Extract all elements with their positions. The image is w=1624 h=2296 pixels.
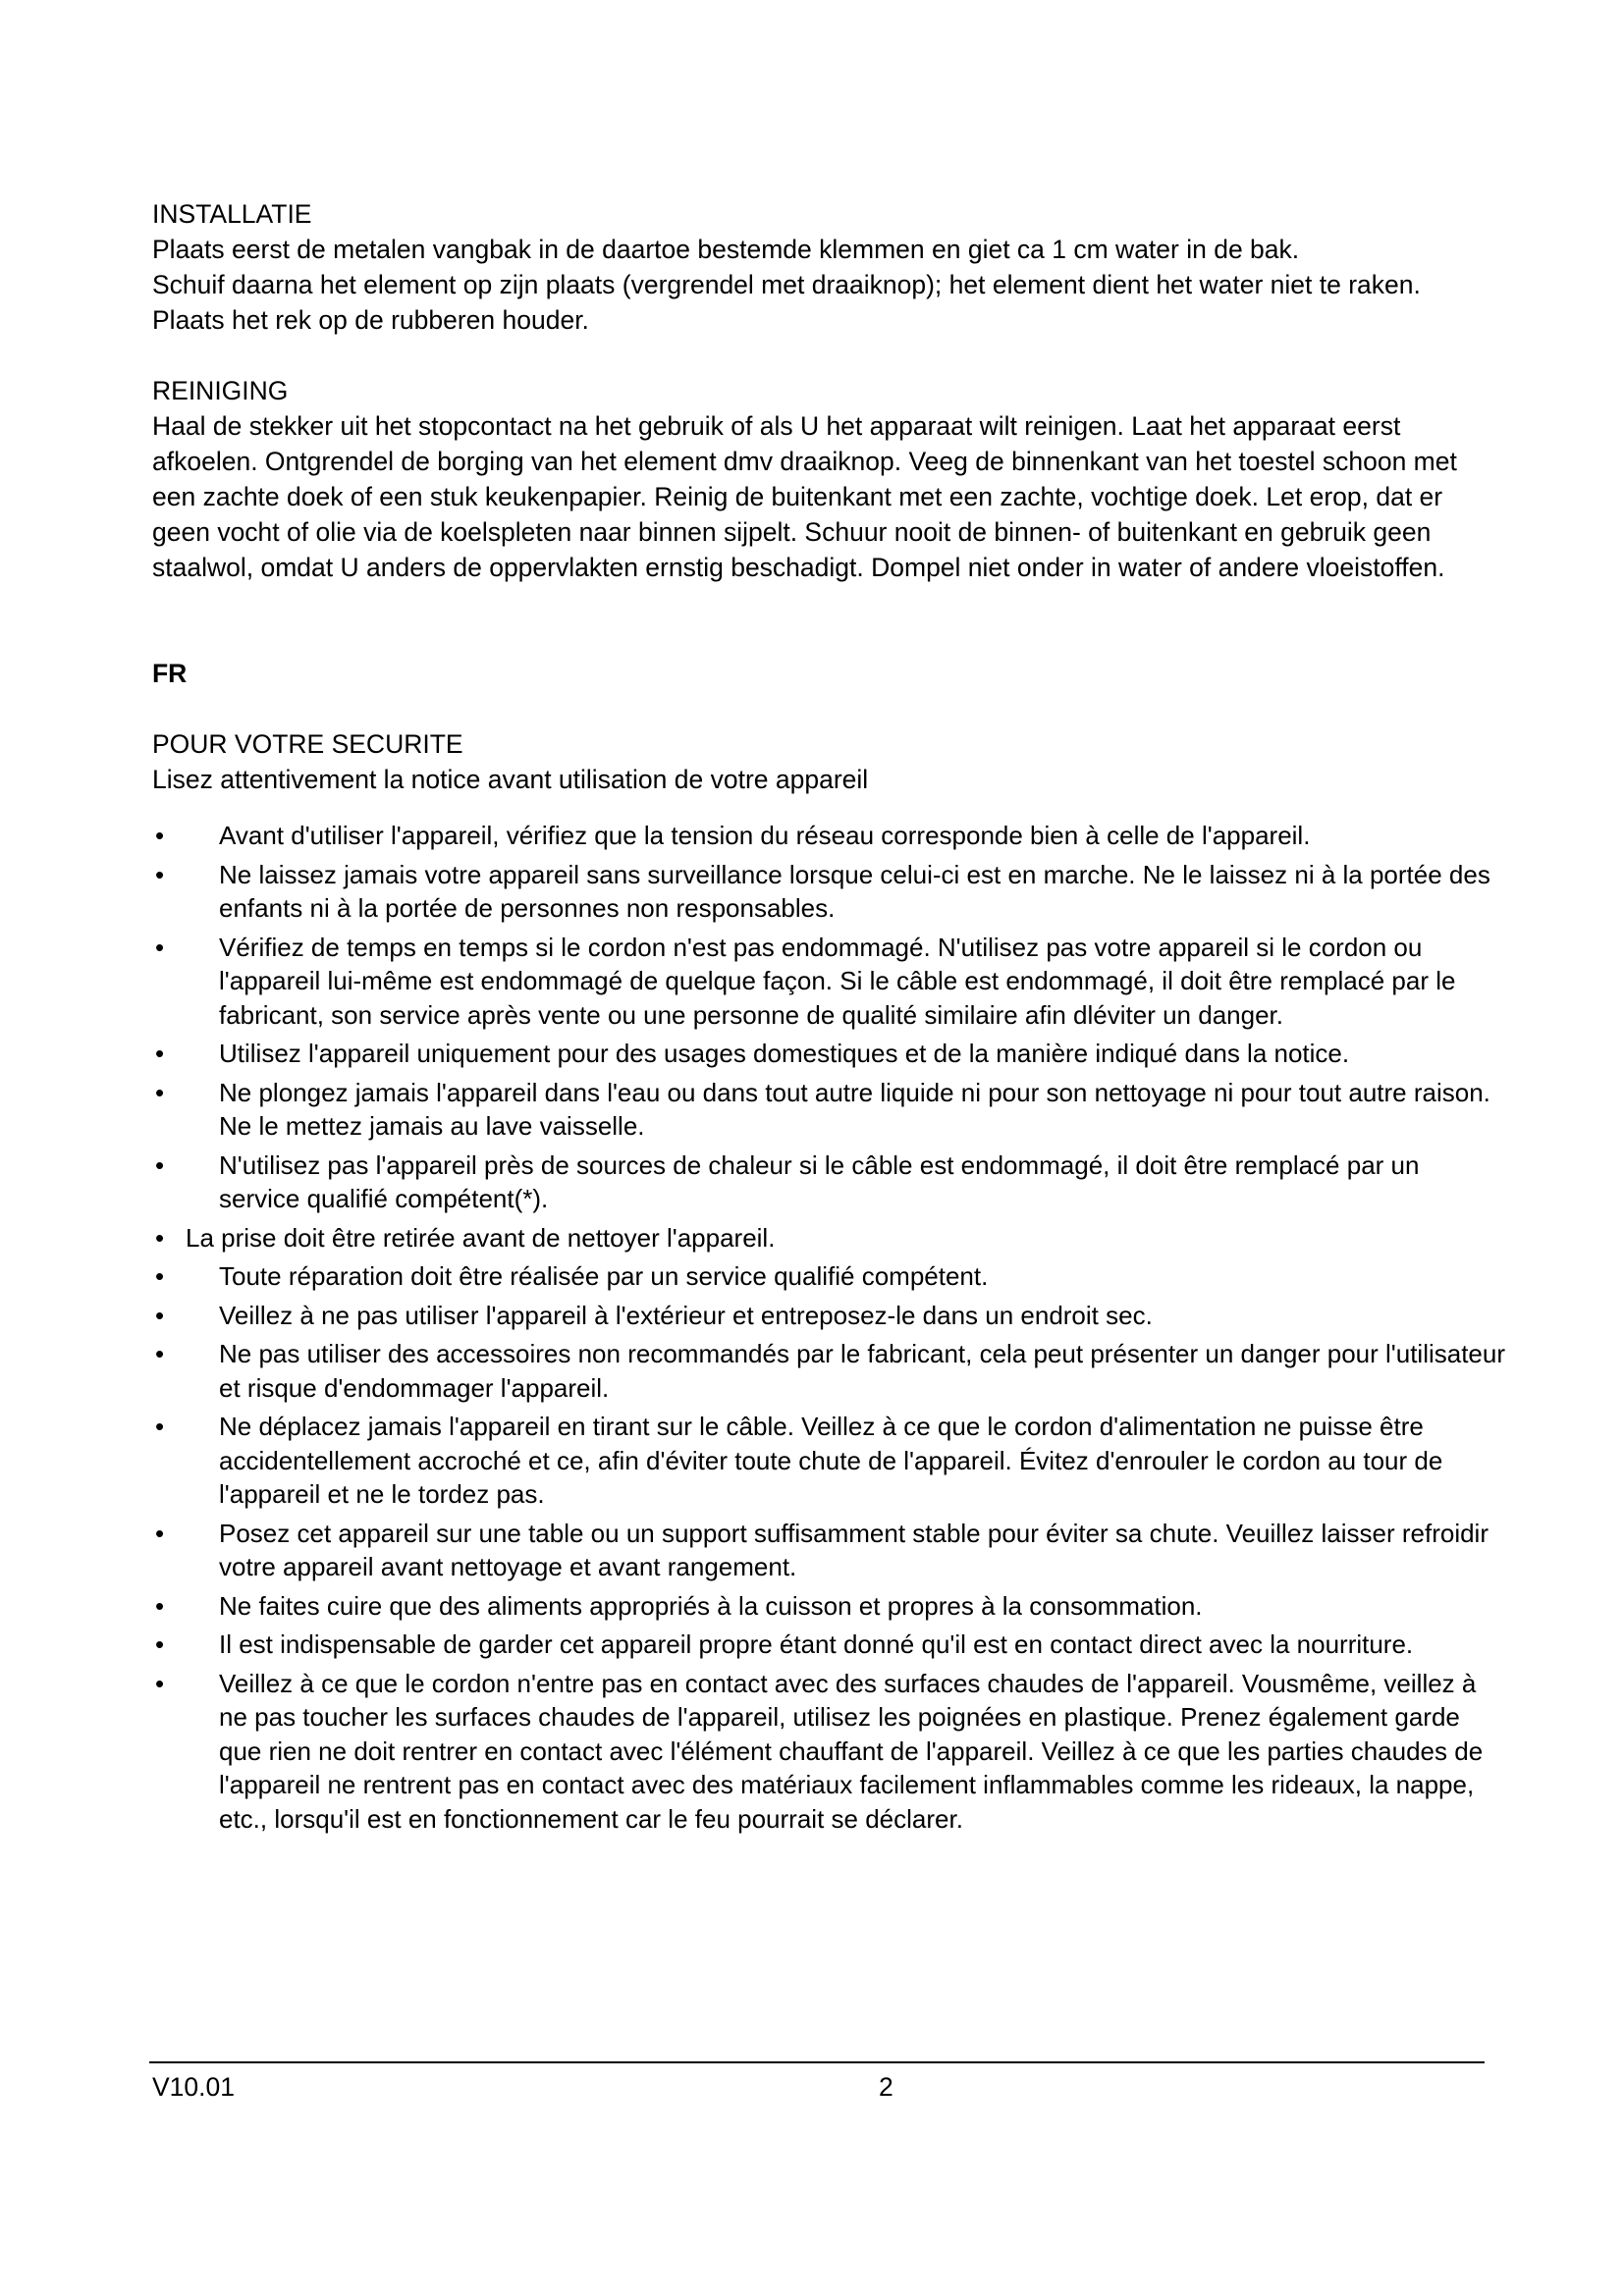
bullet-icon: • [155,1339,165,1368]
bullet-text: Toute réparation doit être réalisée par un service qualifié compétent. [219,1261,989,1291]
list-item [152,1517,1507,1584]
list-item [152,1299,1507,1333]
list-item [152,1259,1507,1294]
section-heading-installatie: INSTALLATIE [152,199,312,229]
list-item [152,1589,1507,1624]
list-item [152,819,1507,853]
list-item [152,1667,1507,1837]
bullet-icon: • [155,1261,165,1291]
bullet-icon: • [155,1518,165,1548]
installatie-line-1: Plaats eerst de metalen vangbak in de daartoe bestemde klemmen en giet ca 1 cm water in de bak. [152,235,1300,264]
bullet-icon: • [155,1590,165,1621]
bullet-icon: • [155,1300,165,1330]
list-item [152,1628,1507,1662]
list-item [152,1037,1507,1071]
bullet-icon: • [155,859,165,889]
bullet-icon: • [155,1412,165,1441]
bullet-text: Avant d'utiliser l'appareil, vérifiez que la tension du réseau corresponde bien à celle de l'appareil. [219,821,1311,850]
version-label: V10.01 [152,2072,235,2102]
section-heading-reiniging: REINIGING [152,376,289,405]
bullet-icon: • [155,1039,165,1068]
list-item [152,1148,1507,1216]
bullet-text: Ne faites cuire que des aliments appropriés à la cuisson et propres à la consommation. [219,1590,1203,1621]
bullet-text: Ne laissez jamais votre appareil sans surveillance lorsque celui-ci est en marche. Ne le laissez ni à la portée des enfants ni à la portée de personnes non responsables. [219,859,1490,923]
list-item [152,1410,1507,1512]
installatie-line-2: Schuif daarna het element op zijn plaats (vergrendel met draaiknop); het element dient het water niet te raken. [152,270,1421,299]
list-item [152,858,1507,926]
bullet-text: Vérifiez de temps en temps si le cordon n'est pas endommagé. N'utilisez pas votre appareil si le cordon ou l'appareil lui-même est endommagé de quelque façon. Si le câble est endommagé, il doit être remplacé par le fabricant, son service après vente ou une personne de qualité similaire afin dléviter un danger. [219,932,1456,1030]
list-item [152,931,1507,1033]
securite-intro: Lisez attentivement la notice avant utilisation de votre appareil [152,765,869,794]
installatie-line-3: Plaats het rek op de rubberen houder. [152,305,589,335]
document-page [152,196,1507,1841]
page-number: 2 [879,2072,893,2102]
bullet-icon: • [155,1222,165,1253]
bullet-text: La prise doit être retirée avant de nettoyer l'appareil. [186,1222,776,1253]
bullet-icon: • [155,821,165,850]
language-label-fr: FR [152,659,188,688]
list-item [152,1076,1507,1144]
bullet-text: Ne pas utiliser des accessoires non recommandés par le fabricant, cela peut présenter un danger pour l'utilisateur et risque d'endommager l'appareil. [219,1339,1506,1403]
bullet-text: Posez cet appareil sur une table ou un support suffisamment stable pour éviter sa chute. Veuillez laisser refroidir votre appareil avant nettoyage et avant rangement. [219,1518,1489,1581]
bullet-icon: • [155,1668,165,1698]
list-item [152,1221,1507,1255]
bullet-text: Il est indispensable de garder cet appareil propre étant donné qu'il est en contact direct avec la nourriture. [219,1629,1414,1659]
bullet-icon: • [155,1629,165,1659]
bullet-text: Veillez à ne pas utiliser l'appareil à l'extérieur et entreposez-le dans un endroit sec. [219,1300,1153,1330]
footer-divider [149,2061,1485,2063]
safety-bullet-list [152,819,1507,1836]
list-item [152,1337,1507,1405]
bullet-text: N'utilisez pas l'appareil près de sources de chaleur si le câble est endommagé, il doit être remplacé par un service qualifié compétent(*). [219,1149,1420,1213]
bullet-icon: • [155,1149,165,1180]
bullet-icon: • [155,1077,165,1107]
section-heading-securite: POUR VOTRE SECURITE [152,729,463,759]
bullet-text: Ne plongez jamais l'appareil dans l'eau ou dans tout autre liquide ni pour son nettoyage ni pour tout autre raison. Ne le mettez jamais au lave vaisselle. [219,1077,1490,1141]
reiniging-paragraph: Haal de stekker uit het stopcontact na het gebruik of als U het apparaat wilt reinigen. Laat het apparaat eerst afkoelen. Ontgrendel de borging van het element dmv draaiknop. Veeg de binnenkant van het toestel schoon met een zachte doek of een stuk keukenpapier. Reinig de buitenkant met een zachte, vochtige doek. Let erop, dat er geen vocht of olie via de koelspleten naar binnen sijpelt. Schuur nooit de binnen- of buitenkant en gebruik geen staalwol, omdat U anders de oppervlakten ernstig beschadigt. Dompel niet onder in water of andere vloeistoffen. [152,411,1457,582]
bullet-text: Utilisez l'appareil uniquement pour des usages domestiques et de la manière indiqué dans la notice. [219,1039,1350,1068]
bullet-text: Ne déplacez jamais l'appareil en tirant sur le câble. Veillez à ce que le cordon d'alimentation ne puisse être accidentellement accroché et ce, afin d'éviter toute chute de l'appareil. Évitez d'enrouler le cordon au tour de l'appareil et ne le tordez pas. [219,1412,1443,1509]
bullet-icon: • [155,932,165,962]
bullet-text: Veillez à ce que le cordon n'entre pas en contact avec des surfaces chaudes de l'appareil. Vousmême, veillez à ne pas toucher les surfaces chaudes de l'appareil, utilisez les poignées en plastique. Prenez également garde que rien ne doit rentrer en contact avec l'élément chauffant de l'appareil. Veillez à ce que les parties chaudes de l'appareil ne rentrent pas en contact avec des matériaux facilement inflammables comme les rideaux, la nappe, etc., lorsqu'il est en fonctionnement car le feu pourrait se déclarer. [219,1668,1484,1834]
